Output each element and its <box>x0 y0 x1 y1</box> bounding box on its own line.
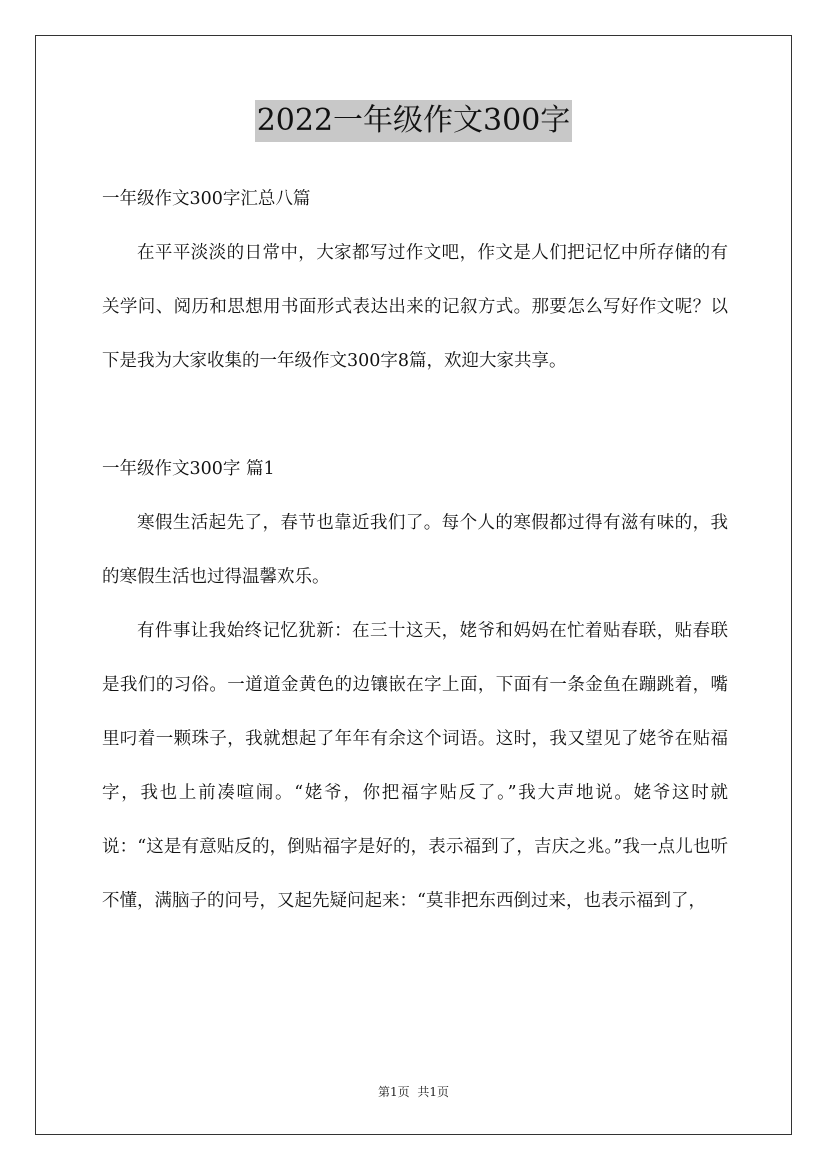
page-number: 第1页 <box>377 1085 410 1099</box>
document-title: 2022一年级作文300字 <box>255 100 573 142</box>
document-body <box>102 172 728 928</box>
section-heading: 一年级作文300字 篇1 <box>102 459 275 479</box>
section-spacer <box>102 388 728 442</box>
section-paragraph-2: 有件事让我始终记忆犹新：在三十这天，姥爷和妈妈在忙着贴春联，贴春联是我们的习俗。一道道金黄色的边镶嵌在字上面，下面有一条金鱼在蹦跳着，嘴里叼着一颗珠子，我就想起了年年有余这个词语。这时，我又望见了姥爷在贴福字，我也上前凑喧闹。“姥爷，你把福字贴反了。”我大声地说。姥爷这时就说：“这是有意贴反的，倒贴福字是好的，表示福到了，吉庆之兆。”我一点儿也听不懂，满脑子的问号，又起先疑问起来：“莫非把东西倒过来，也表示福到了， <box>102 621 728 911</box>
document-subtitle: 一年级作文300字汇总八篇 <box>102 189 311 209</box>
page-footer <box>0 1083 827 1100</box>
title-container <box>0 100 827 142</box>
page-total: 共1页 <box>417 1085 450 1099</box>
section-paragraph-1: 寒假生活起先了，春节也靠近我们了。每个人的寒假都过得有滋有味的，我的寒假生活也过得温馨欢乐。 <box>102 513 728 587</box>
intro-paragraph: 在平平淡淡的日常中，大家都写过作文吧，作文是人们把记忆中所存储的有关学问、阅历和思想用书面形式表达出来的记叙方式。那要怎么写好作文呢？以下是我为大家收集的一年级作文300字8篇，欢迎大家共享。 <box>102 243 728 371</box>
